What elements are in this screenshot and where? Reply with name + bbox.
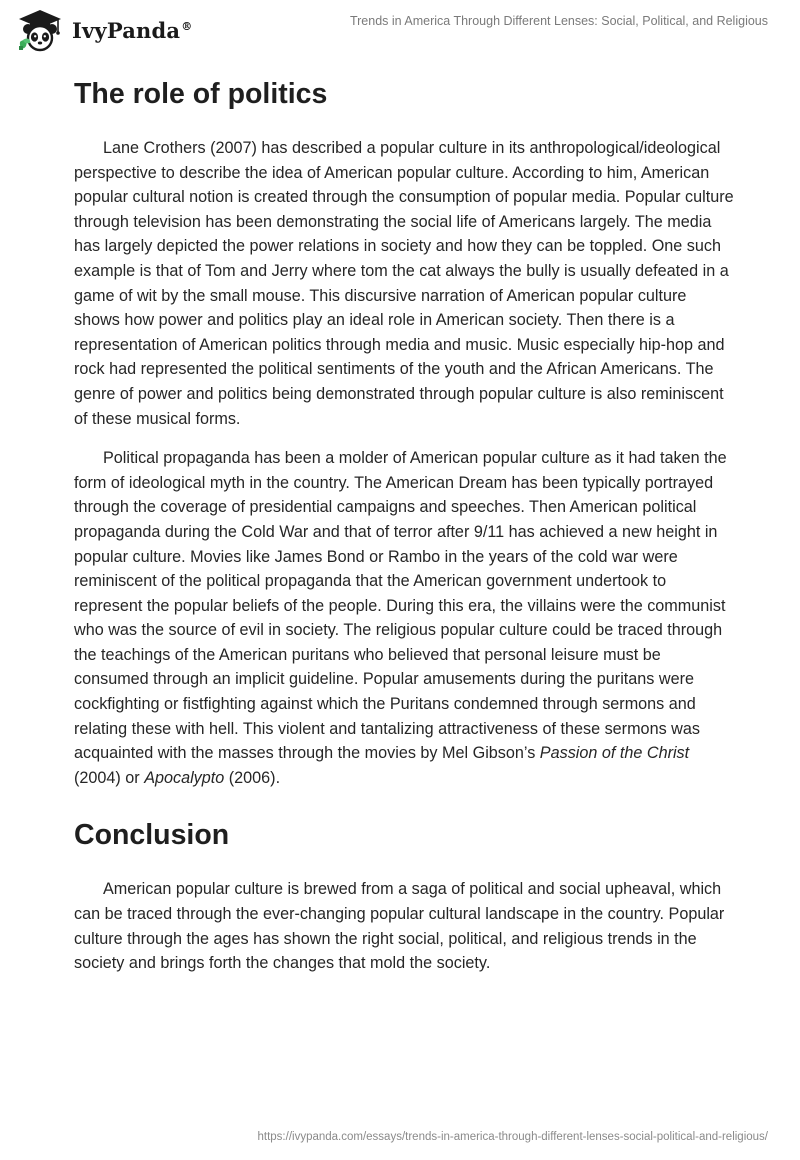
source-url[interactable]: https://ivypanda.com/essays/trends-in-america-through-different-lenses-social-political-and-religious/ bbox=[257, 1131, 768, 1143]
paragraph bbox=[74, 446, 734, 790]
document-title: Trends in America Through Different Lenses: Social, Political, and Religious bbox=[349, 14, 768, 28]
paragraph bbox=[74, 136, 734, 431]
section-heading-conclusion: Conclusion bbox=[74, 819, 230, 852]
panda-graduate-icon bbox=[14, 8, 66, 52]
text-run: Lane Crothers (2007) has described a popular culture in its anthropological/ideological perspective to describe the idea of American popular culture. According to him, American popular cultural notion is created through the consumption of popular media. Popular culture through television has been demonstrating the social life of Americans largely. The media has largely depicted the power relations in society and how they can be toppled. One such example is that of Tom and Jerry where tom the cat always the bully is usually defeated in a game of wit by the small mouse. This discursive narration of American popular culture shows how power and politics play an ideal role in American society. Then there is a representation of American politics through media and music. Music especially hip-hop and rock had represented the political sentiments of the youth and the African Americans. The genre of power and politics being demonstrated through popular culture is also reminiscent of these musical forms. bbox=[74, 139, 734, 428]
text-run: Political propaganda has been a molder of American popular culture as it had taken the form of ideological myth in the country. The American Dream has been typically portrayed through the coverage of presidential campaigns and speeches. Then American political propaganda during the Cold War and that of terror after 9/11 has achieved a new height in popular culture. Movies like James Bond or Rambo in the years of the cold war were reminiscent of the political propaganda that the American government undertook to represent the popular beliefs of the people. During this era, the villains were the communist who was the source of evil in society. The religious popular culture could be traced through the teachings of the American puritans who believed that personal leisure must be consumed through an implicit guideline. Popular amusements during the puritans were cockfighting or fistfighting against which the Puritans condemned through sermons and relating these with hell. This violent and tantalizing attractiveness of these sermons was acquainted with the masses through the movies by Mel Gibson’s bbox=[74, 449, 727, 763]
italic-title: Passion of the Christ bbox=[539, 744, 690, 763]
brand-name: IvyPanda® bbox=[72, 17, 193, 43]
text-run: American popular culture is brewed from a saga of political and social upheaval, which can be traced through the ever-changing popular cultural landscape in the country. Popular culture through the ages has shown the right social, political, and religious trends in the society and brings forth the changes that mold the society. bbox=[74, 880, 725, 973]
section-heading-politics: The role of politics bbox=[74, 78, 328, 110]
page-header bbox=[0, 0, 800, 60]
text-run: (2004) or bbox=[74, 768, 145, 787]
text-run: (2006). bbox=[224, 768, 281, 787]
brand-logo[interactable] bbox=[14, 8, 192, 52]
paragraph bbox=[74, 877, 734, 975]
italic-title: Apocalypto bbox=[144, 768, 225, 787]
essay-content bbox=[74, 70, 734, 991]
